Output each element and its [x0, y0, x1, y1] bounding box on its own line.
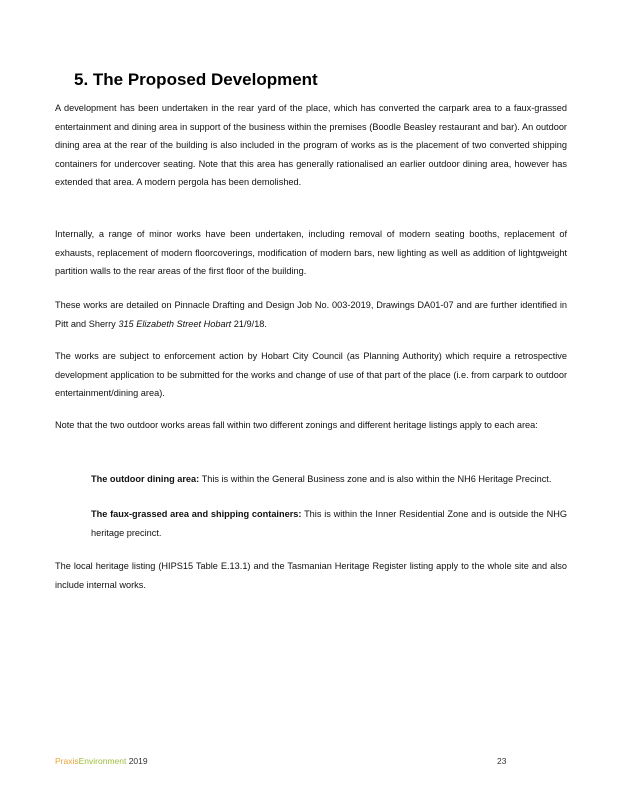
zoning-item-label: The outdoor dining area:	[91, 474, 200, 484]
footer-brand-praxis: Praxis	[55, 756, 79, 766]
report-title-italic: 315 Elizabeth Street Hobart	[118, 318, 232, 329]
drawings-reference-date: 21/9/18.	[231, 318, 267, 329]
zoning-item-outdoor-dining	[91, 470, 567, 489]
zoning-item-faux-grassed	[91, 505, 567, 542]
paragraph-development-overview: A development has been undertaken in the rear yard of the place, which has converted the carpark area to a faux-grassed entertainment and dining area in support of the business within the premises (Boodle Beasley restaurant and bar). An outdoor dining area at the rear of the building is also included in the program of works as is the placement of two converted shipping containers for undercover seating. Note that this area has generally rationalised an earlier outdoor dining area, however has extended that area. A modern pergola has been demolished.	[55, 103, 567, 187]
footer-brand-environment: Environment	[78, 756, 127, 766]
zoning-item-label: The faux-grassed area and shipping containers:	[91, 509, 302, 519]
footer-brand	[55, 756, 148, 766]
footer-year: 2019	[126, 756, 148, 766]
section-heading: 5. The Proposed Development	[74, 70, 318, 89]
drawings-reference-text: These works are detailed on Pinnacle Drafting and Design Job No. 003-2019, Drawings DA01-07 and are further identified in Pitt and Sherry	[55, 300, 567, 329]
paragraph-internal-works: Internally, a range of minor works have been undertaken, including removal of modern seating booths, replacement of exhausts, replacement of modern floorcoverings, modification of modern bars, new lighting as well as addition of lightgweight partition walls to the rear areas of the first floor of the building.	[55, 229, 567, 276]
zoning-item-text: This is within the General Business zone and is also within the NH6 Heritage Precinct.	[199, 474, 552, 484]
zoning-item-text: This is within the Inner Residential Zone and is outside the NHG heritage precinct.	[91, 509, 567, 538]
paragraph-enforcement-action: The works are subject to enforcement action by Hobart City Council (as Planning Authority) which require a retrospective development application to be submitted for the works and change of use of that part of the place (i.e. from carpark to outdoor entertainment/dining area).	[55, 351, 567, 398]
paragraph-zoning-note: Note that the two outdoor works areas fall within two different zonings and different heritage listings apply to each area:	[55, 420, 538, 430]
page-number: 23	[497, 756, 507, 766]
paragraph-drawings-reference	[55, 296, 567, 333]
paragraph-heritage-listing: The local heritage listing (HIPS15 Table E.13.1) and the Tasmanian Heritage Register listing apply to the whole site and also include internal works.	[55, 561, 567, 590]
